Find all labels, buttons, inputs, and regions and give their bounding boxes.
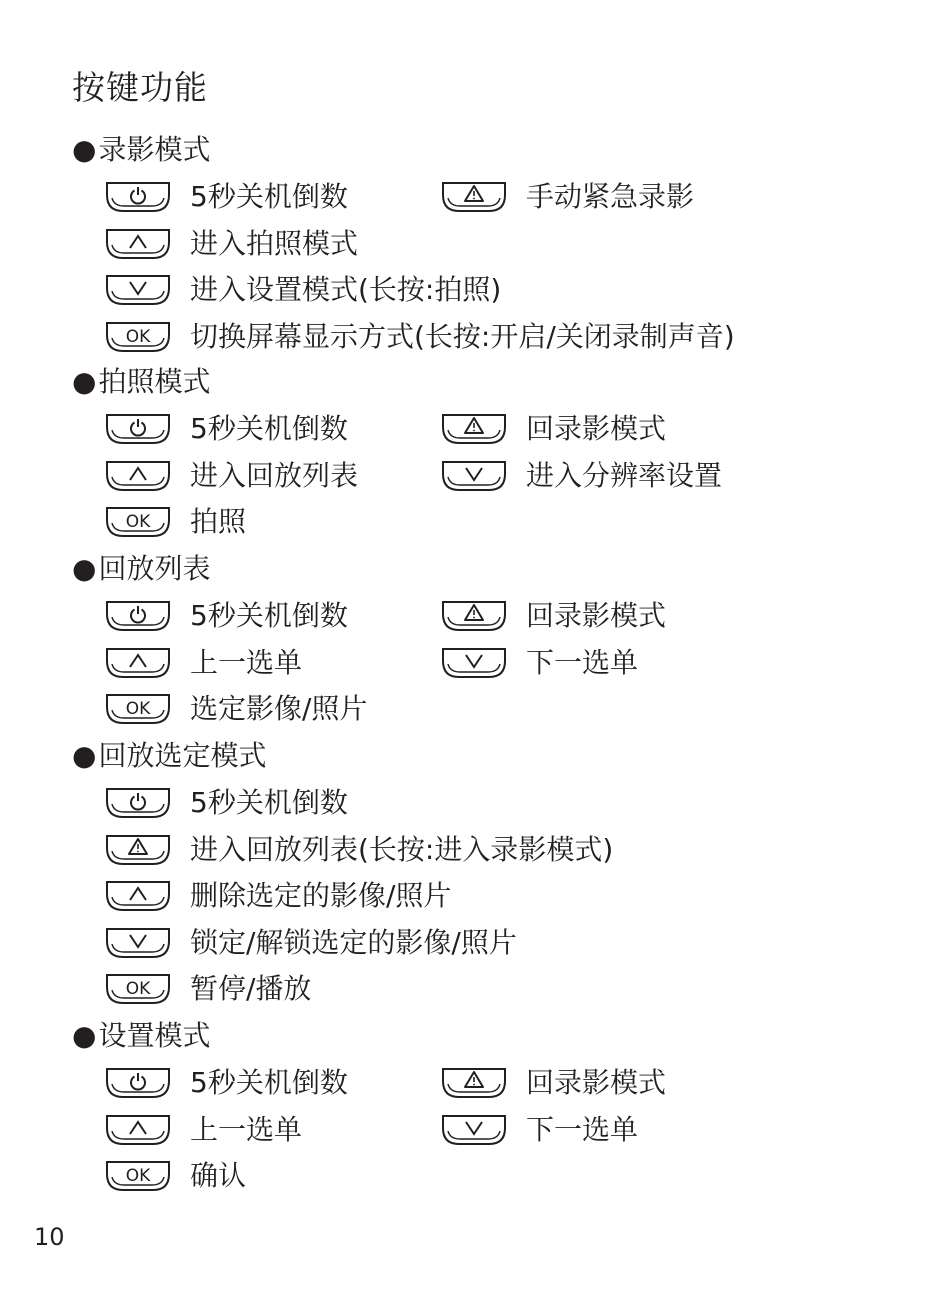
power-icon (104, 412, 172, 446)
warning-icon (440, 412, 508, 446)
svg-text:OK: OK (125, 979, 151, 1000)
section-heading (72, 1018, 210, 1054)
power-icon (104, 786, 172, 820)
key-function-item (104, 503, 246, 541)
key-function-item (440, 1111, 638, 1149)
key-function-label: 5秒关机倒数 (190, 412, 348, 445)
key-function-item (104, 690, 367, 728)
down-icon (104, 273, 172, 307)
section-heading (72, 738, 266, 774)
key-function-label: 手动紧急录影 (526, 180, 695, 213)
key-function-label: 上一选单 (190, 1112, 303, 1146)
bullet-icon: ● (72, 739, 97, 772)
key-function-label: 回录影模式 (526, 599, 667, 632)
section-heading (72, 551, 210, 587)
key-function-label: 进入回放列表 (190, 458, 359, 492)
key-function-item (104, 644, 302, 682)
up-icon (104, 646, 172, 680)
bullet-icon: ● (72, 365, 97, 398)
key-function-label: 锁定/解锁选定的影像/照片 (190, 925, 517, 959)
power-icon (104, 599, 172, 633)
svg-text:OK: OK (125, 512, 151, 533)
section-heading (72, 364, 210, 400)
key-function-label: 5秒关机倒数 (190, 1066, 348, 1099)
ok-icon (104, 505, 172, 539)
key-function-label: 回录影模式 (526, 412, 667, 445)
key-function-label: 上一选单 (190, 645, 303, 679)
key-function-label: 确认 (190, 1159, 247, 1193)
key-function-item (104, 831, 613, 869)
bullet-icon: ● (72, 133, 97, 166)
key-function-label: 进入设置模式(长按:拍照) (190, 273, 502, 307)
ok-icon (104, 692, 172, 726)
key-function-label: 下一选单 (526, 645, 639, 679)
up-icon (104, 1113, 172, 1147)
key-function-label: 5秒关机倒数 (190, 599, 348, 632)
key-function-item (440, 457, 722, 495)
down-icon (440, 646, 508, 680)
svg-text:OK: OK (125, 699, 151, 720)
key-function-item (104, 597, 348, 635)
key-function-item (104, 178, 348, 216)
section-heading-text: 录影模式 (98, 133, 211, 166)
power-icon (104, 1066, 172, 1100)
key-function-item (104, 784, 348, 822)
key-function-item (440, 178, 694, 216)
key-function-item (104, 410, 348, 448)
down-icon (440, 459, 508, 493)
section-heading-text: 设置模式 (98, 1019, 211, 1052)
bullet-icon: ● (72, 1019, 97, 1052)
key-function-item (104, 225, 358, 263)
key-function-item (104, 1157, 246, 1195)
key-function-item (440, 644, 638, 682)
warning-icon (440, 180, 508, 214)
up-icon (104, 459, 172, 493)
key-function-item (104, 924, 517, 962)
warning-icon (104, 833, 172, 867)
down-icon (440, 1113, 508, 1147)
key-function-item (104, 877, 451, 915)
key-function-item (104, 970, 311, 1008)
key-function-item (104, 271, 501, 309)
key-function-item (104, 457, 358, 495)
key-function-label: 下一选单 (526, 1112, 639, 1146)
up-icon (104, 879, 172, 913)
key-function-label: 进入拍照模式 (190, 226, 359, 260)
key-function-item (440, 1064, 666, 1102)
key-function-label: 切换屏幕显示方式(长按:开启/关闭录制声音) (190, 319, 735, 353)
key-function-item (104, 1111, 302, 1149)
section-heading-text: 回放选定模式 (98, 739, 267, 772)
key-function-label: 拍照 (190, 505, 247, 539)
warning-icon (440, 599, 508, 633)
key-function-label: 5秒关机倒数 (190, 180, 348, 213)
key-function-label: 进入分辨率设置 (526, 458, 723, 492)
page-title: 按键功能 (72, 68, 208, 107)
svg-text:OK: OK (125, 1166, 151, 1187)
page-number: 10 (34, 1223, 65, 1251)
key-function-label: 暂停/播放 (190, 972, 312, 1006)
svg-text:OK: OK (125, 326, 151, 347)
ok-icon (104, 320, 172, 354)
key-function-item (440, 410, 666, 448)
key-function-item (104, 1064, 348, 1102)
key-function-label: 回录影模式 (526, 1066, 667, 1099)
key-function-item (440, 597, 666, 635)
power-icon (104, 180, 172, 214)
section-heading (72, 132, 210, 168)
ok-icon (104, 972, 172, 1006)
section-heading-text: 拍照模式 (98, 365, 211, 398)
ok-icon (104, 1159, 172, 1193)
section-heading-text: 回放列表 (98, 552, 211, 585)
bullet-icon: ● (72, 552, 97, 585)
key-function-label: 进入回放列表(长按:进入录影模式) (190, 832, 614, 866)
key-function-label: 删除选定的影像/照片 (190, 879, 452, 913)
key-function-item (104, 318, 735, 356)
key-function-label: 5秒关机倒数 (190, 786, 348, 819)
warning-icon (440, 1066, 508, 1100)
up-icon (104, 227, 172, 261)
down-icon (104, 926, 172, 960)
key-function-label: 选定影像/照片 (190, 692, 368, 726)
